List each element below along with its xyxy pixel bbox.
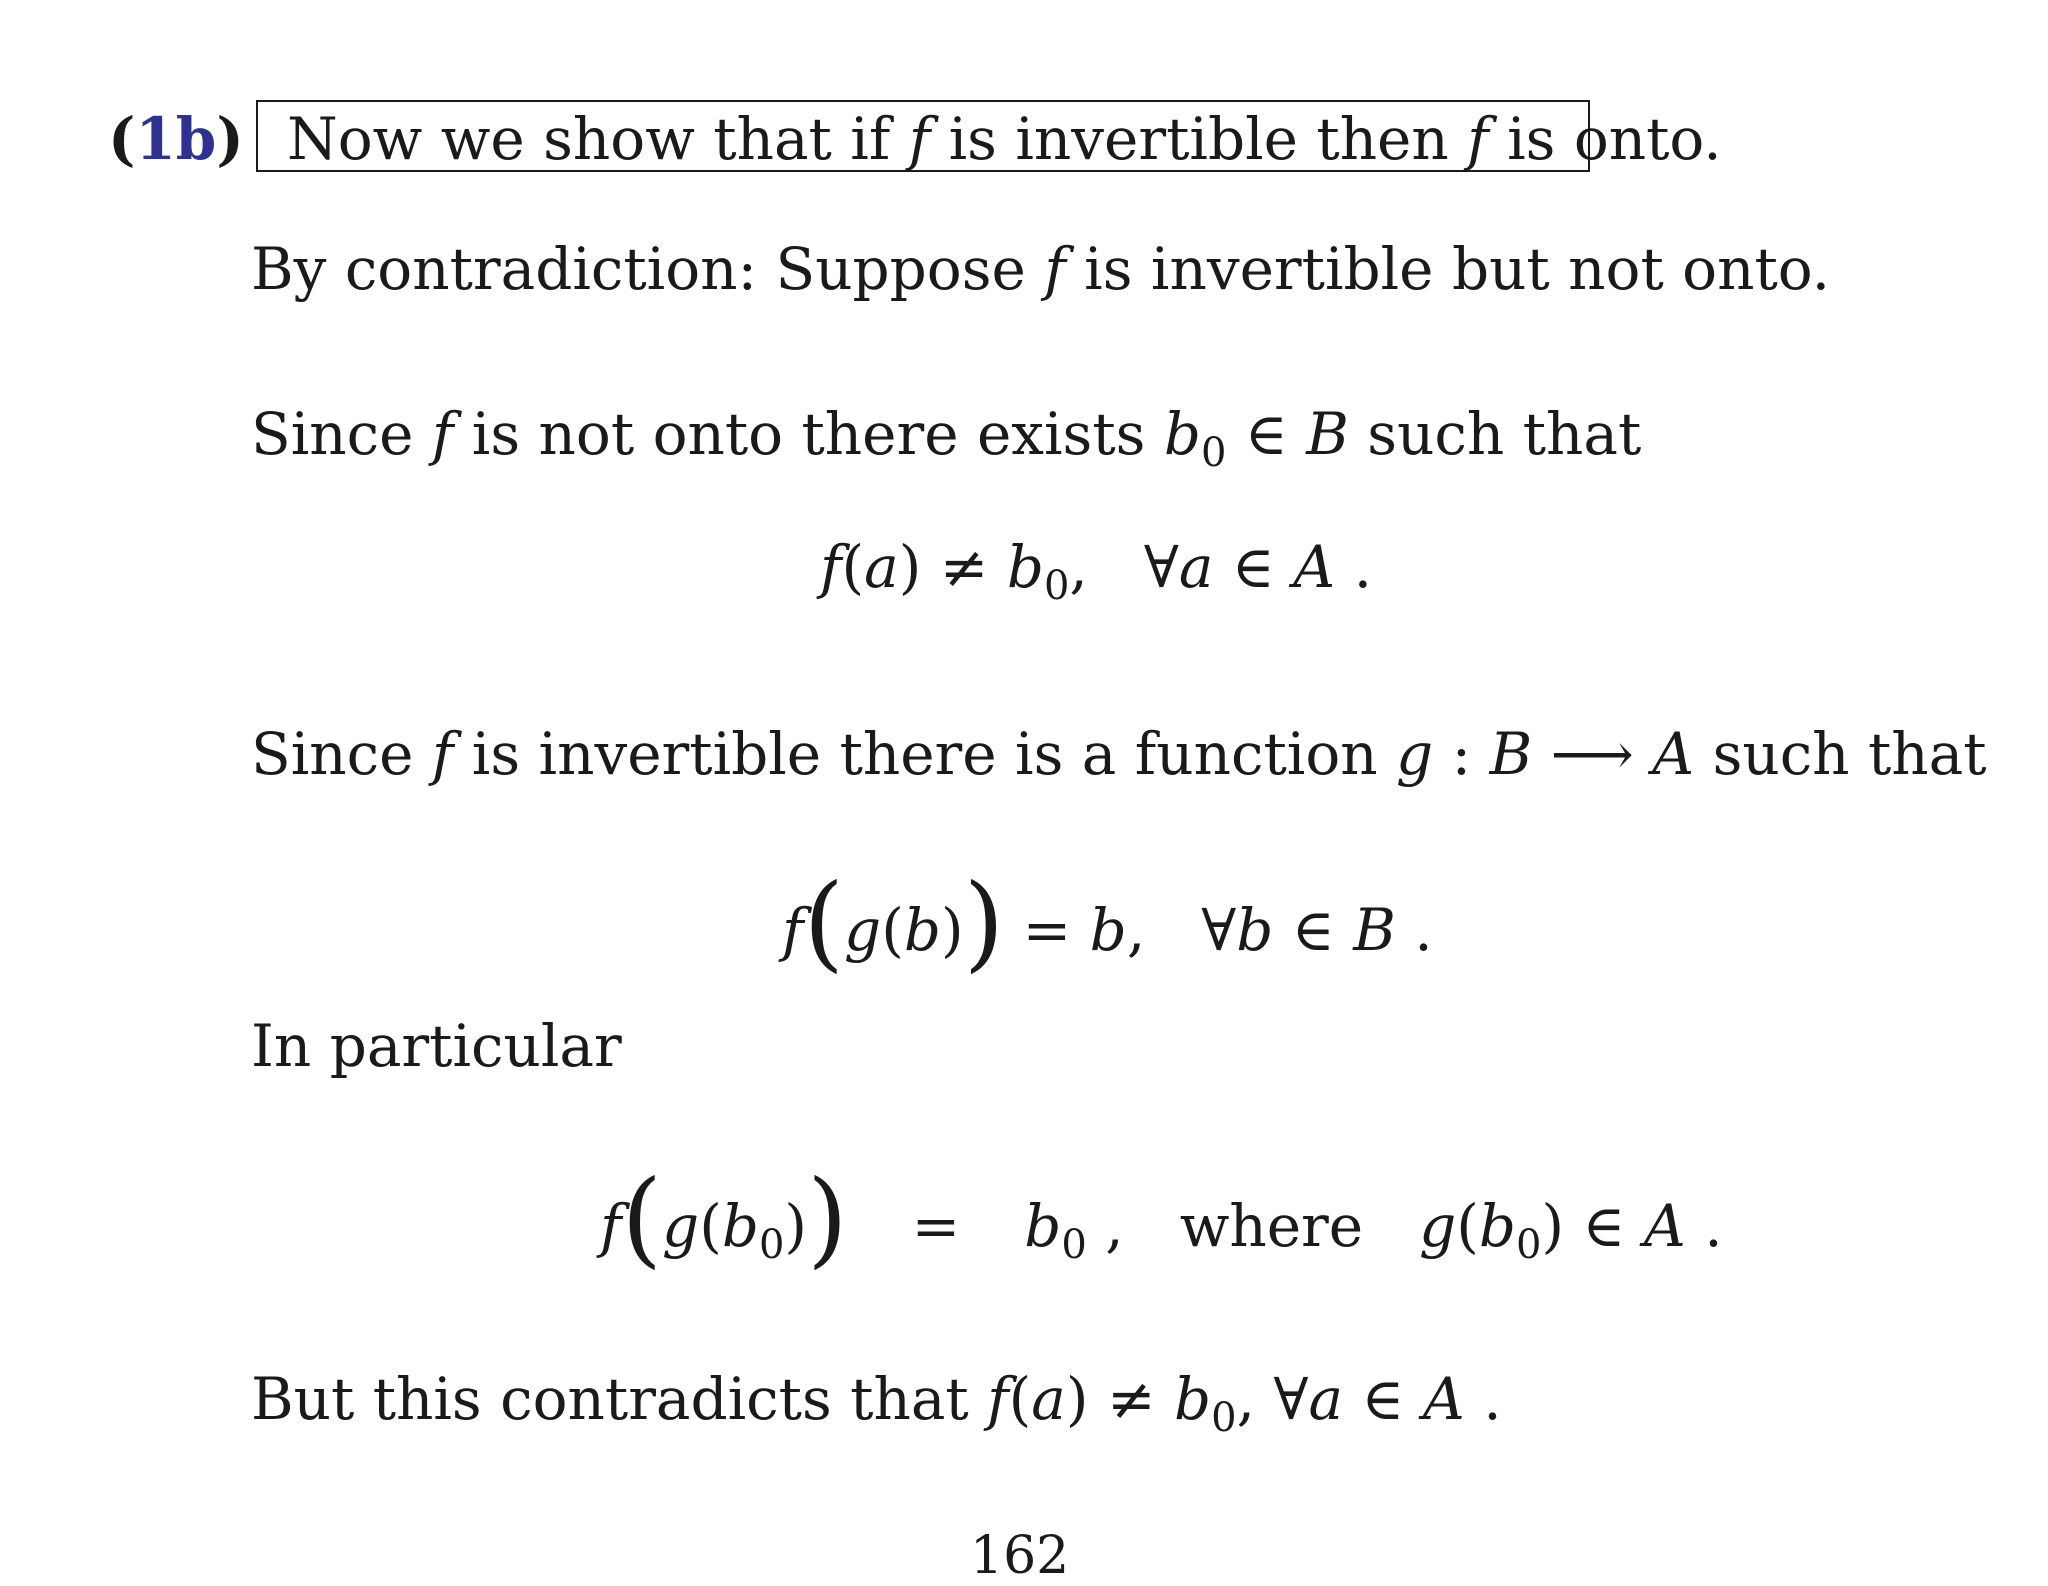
period: . <box>1464 1365 1502 1433</box>
math-b: b <box>1024 1192 1062 1260</box>
math-B: B <box>1353 896 1396 964</box>
section-label-open: ( <box>108 105 136 173</box>
equation-1 <box>820 533 1373 609</box>
page-number: 162 <box>970 1526 1070 1586</box>
paren: ( <box>699 1192 722 1260</box>
text: is not onto there exists <box>453 400 1164 468</box>
math-b: b <box>1236 896 1274 964</box>
equals: = <box>911 1192 961 1260</box>
paragraph-in-particular <box>251 1012 622 1080</box>
math-b: b <box>1006 533 1044 601</box>
period: . <box>1395 896 1433 964</box>
math-f: f <box>908 105 931 173</box>
comma: , <box>1086 1192 1124 1260</box>
comma: , <box>1126 896 1146 964</box>
text: Since <box>251 720 432 788</box>
forall: ∀ <box>1201 896 1237 964</box>
operator: ∈ <box>1213 533 1294 601</box>
big-paren-close: ) <box>807 1157 848 1279</box>
boxed-text: Now we show that if <box>287 105 909 173</box>
text: But this contradicts that <box>251 1365 988 1433</box>
section-number: 1b <box>135 105 217 173</box>
math-g: g <box>1396 720 1434 788</box>
equation-3 <box>600 1157 1723 1279</box>
paragraph-contradiction <box>251 235 1831 303</box>
paragraph-not-onto <box>251 400 1642 476</box>
math-f: f <box>987 1365 1009 1433</box>
math-b: b <box>721 1192 759 1260</box>
where-text: where <box>1179 1192 1364 1260</box>
paren: ( <box>1008 1365 1032 1433</box>
math-b: b <box>1163 400 1201 468</box>
operator: ) ≠ <box>1065 1365 1174 1433</box>
boxed-statement <box>287 105 1722 173</box>
forall: ∀ <box>1143 533 1179 601</box>
operator: ) ∈ <box>1541 1192 1644 1260</box>
equals: = <box>1004 896 1090 964</box>
math-f: f <box>431 400 454 468</box>
text: ∈ <box>1226 400 1307 468</box>
section-label <box>108 105 244 173</box>
math-b: b <box>1478 1192 1517 1260</box>
text: is invertible there is a function <box>453 720 1397 788</box>
equation-2 <box>782 861 1433 983</box>
paren: ( <box>841 533 865 601</box>
paren: ) <box>784 1192 808 1260</box>
big-paren-open: ( <box>803 861 845 983</box>
subscript: 0 <box>758 1222 785 1268</box>
subscript: 0 <box>1516 1222 1542 1268</box>
forall: , ∀ <box>1236 1365 1309 1433</box>
text: By contradiction: Suppose <box>251 235 1045 303</box>
math-A: A <box>1293 533 1336 601</box>
math-f: f <box>1467 105 1489 173</box>
big-paren-open: ( <box>621 1157 663 1279</box>
math-f: f <box>1044 235 1066 303</box>
text: Since <box>251 400 432 468</box>
colon: : <box>1433 720 1490 788</box>
section-label-close: ) <box>216 105 244 173</box>
boxed-text: is invertible then <box>930 105 1468 173</box>
math-b: b <box>1089 896 1127 964</box>
paren: ( <box>1456 1192 1479 1260</box>
math-a: a <box>1308 1365 1344 1433</box>
boxed-text: is onto. <box>1488 105 1722 173</box>
text: such that <box>1694 720 1987 788</box>
math-A: A <box>1422 1365 1465 1433</box>
text: such that <box>1348 400 1642 468</box>
math-g: g <box>662 1192 700 1260</box>
math-b: b <box>1173 1365 1212 1433</box>
math-b: b <box>903 896 941 964</box>
math-a: a <box>864 533 899 601</box>
paren: ) <box>940 896 964 964</box>
arrow: ⟶ <box>1532 720 1653 788</box>
comma: , <box>1069 533 1088 601</box>
math-B: B <box>1306 400 1349 468</box>
subscript: 0 <box>1200 430 1227 476</box>
math-a: a <box>1178 533 1214 601</box>
operator: ) ≠ <box>898 533 1007 601</box>
math-A: A <box>1652 720 1695 788</box>
math-f: f <box>431 720 454 788</box>
math-B: B <box>1489 720 1533 788</box>
math-f: f <box>782 896 804 964</box>
period: . <box>1685 1192 1723 1260</box>
operator: ∈ <box>1273 896 1354 964</box>
period: . <box>1335 533 1373 601</box>
math-g: g <box>844 896 882 964</box>
math-f: f <box>820 533 842 601</box>
paragraph-conclusion <box>251 1365 1502 1441</box>
math-g: g <box>1419 1192 1457 1260</box>
subscript: 0 <box>1061 1222 1087 1268</box>
big-paren-close: ) <box>963 861 1005 983</box>
math-a: a <box>1031 1365 1066 1433</box>
subscript: 0 <box>1211 1395 1237 1441</box>
math-f: f <box>600 1192 622 1260</box>
text: In particular <box>251 1012 622 1080</box>
text: is invertible but not onto. <box>1065 235 1831 303</box>
operator: ∈ <box>1343 1365 1423 1433</box>
paren: ( <box>881 896 904 964</box>
subscript: 0 <box>1043 563 1070 609</box>
paragraph-invertible <box>251 720 1987 788</box>
math-A: A <box>1643 1192 1686 1260</box>
